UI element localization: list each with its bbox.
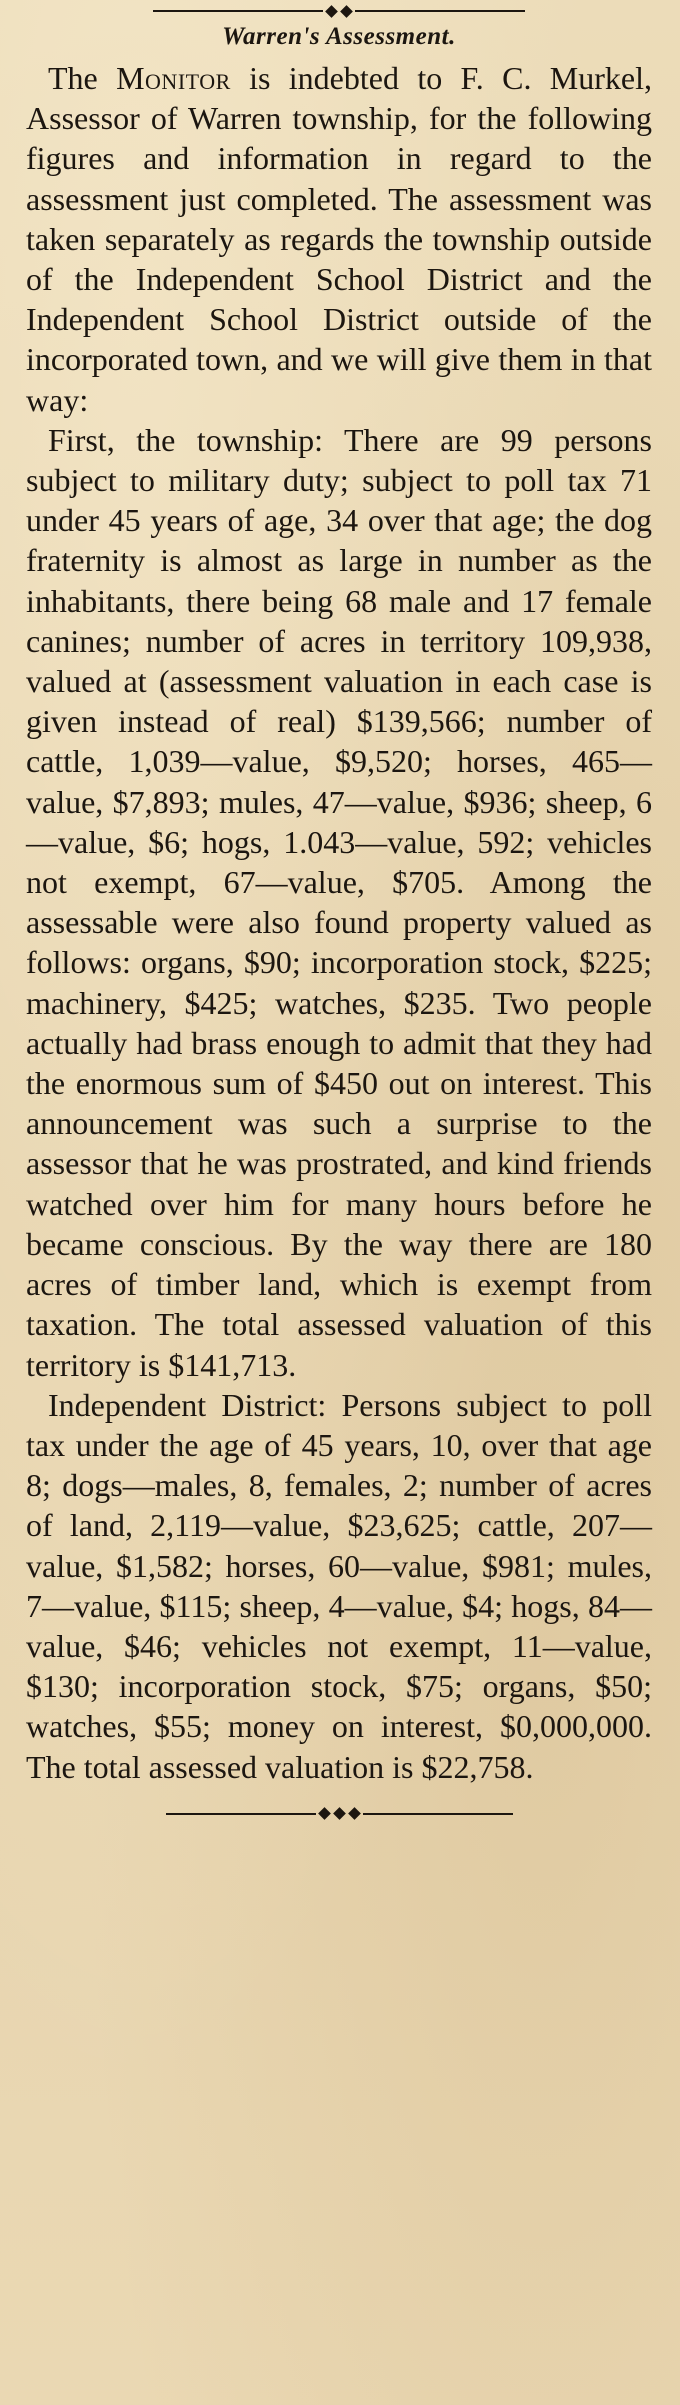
- ornament-diamonds: [320, 1809, 359, 1818]
- top-ornament-rule: [26, 0, 652, 20]
- article-paragraph-independent-district: Independent District: Persons subject to poll tax under the age of 45 years, 10, over that age 8; dogs—males, 8, females, 2; number of acres of land, 2,119—value, $23,625; cattle, 207—value, $1,582; horses, 60—value, $981; mules, 7—value, $115; sheep, 4—value, $4; hogs, 84—value, $46; vehicles not exempt, 11—value, $130; incorporation stock, $75; organs, $50; watches, $55; money on interest, $0,000,000. The total assessed valuation is $22,758.: [26, 1386, 652, 1785]
- diamond-icon: [348, 1807, 361, 1820]
- diamond-icon: [318, 1807, 331, 1820]
- diamond-icon: [340, 5, 353, 18]
- ornament-line-right: [355, 10, 525, 12]
- article-headline: Warren's Assessment.: [222, 23, 456, 50]
- diamond-icon: [325, 5, 338, 18]
- intro-rest: is indebted to F. C. Murkel, Assessor of Warren township, for the following figures and information in regard to the assessment just completed. The assessment was taken separately as regards the township outside of the Independent School District and the Independent School District outside of the incorporated town, and we will give them in that way:: [26, 60, 653, 418]
- diamond-icon: [333, 1807, 346, 1820]
- ornament-line-left: [153, 10, 323, 12]
- article-paragraph-intro: [26, 58, 652, 420]
- article-paragraph-township: First, the township: There are 99 persons subject to military duty; subject to poll tax 71 under 45 years of age, 34 over that age; the dog fraternity is almost as large in number as the inhabitants, there being 68 male and 17 female canines; number of acres in territory 109,938, valued at (assessment valuation in each case is given instead of real) $139,566; number of cattle, 1,039—value, $9,520; horses, 465—value, $7,893; mules, 47—value, $936; sheep, 6—value, $6; hogs, 1.043—value, 592; vehicles not exempt, 67—value, $705. Among the assessable were also found property valued as follows: organs, $90; incorporation stock, $225; machinery, $425; watches, $235. Two people actually had brass enough to admit that they had the enormous sum of $450 out on interest. This announcement was such a surprise to the assessor that he was prostrated, and kind friends watched over him for many hours before he became conscious. By the way there are 180 acres of timber land, which is exempt from taxation. The total assessed valuation of this territory is $141,713.: [26, 421, 652, 1383]
- intro-lead: The: [48, 60, 117, 96]
- bottom-ornament-rule: [26, 1805, 652, 1823]
- ornament-line-right: [363, 1813, 513, 1815]
- ornament-line-left: [166, 1813, 316, 1815]
- ornament-diamonds: [327, 7, 351, 16]
- newspaper-name: Monitor: [116, 60, 231, 96]
- article-body: [26, 58, 652, 1787]
